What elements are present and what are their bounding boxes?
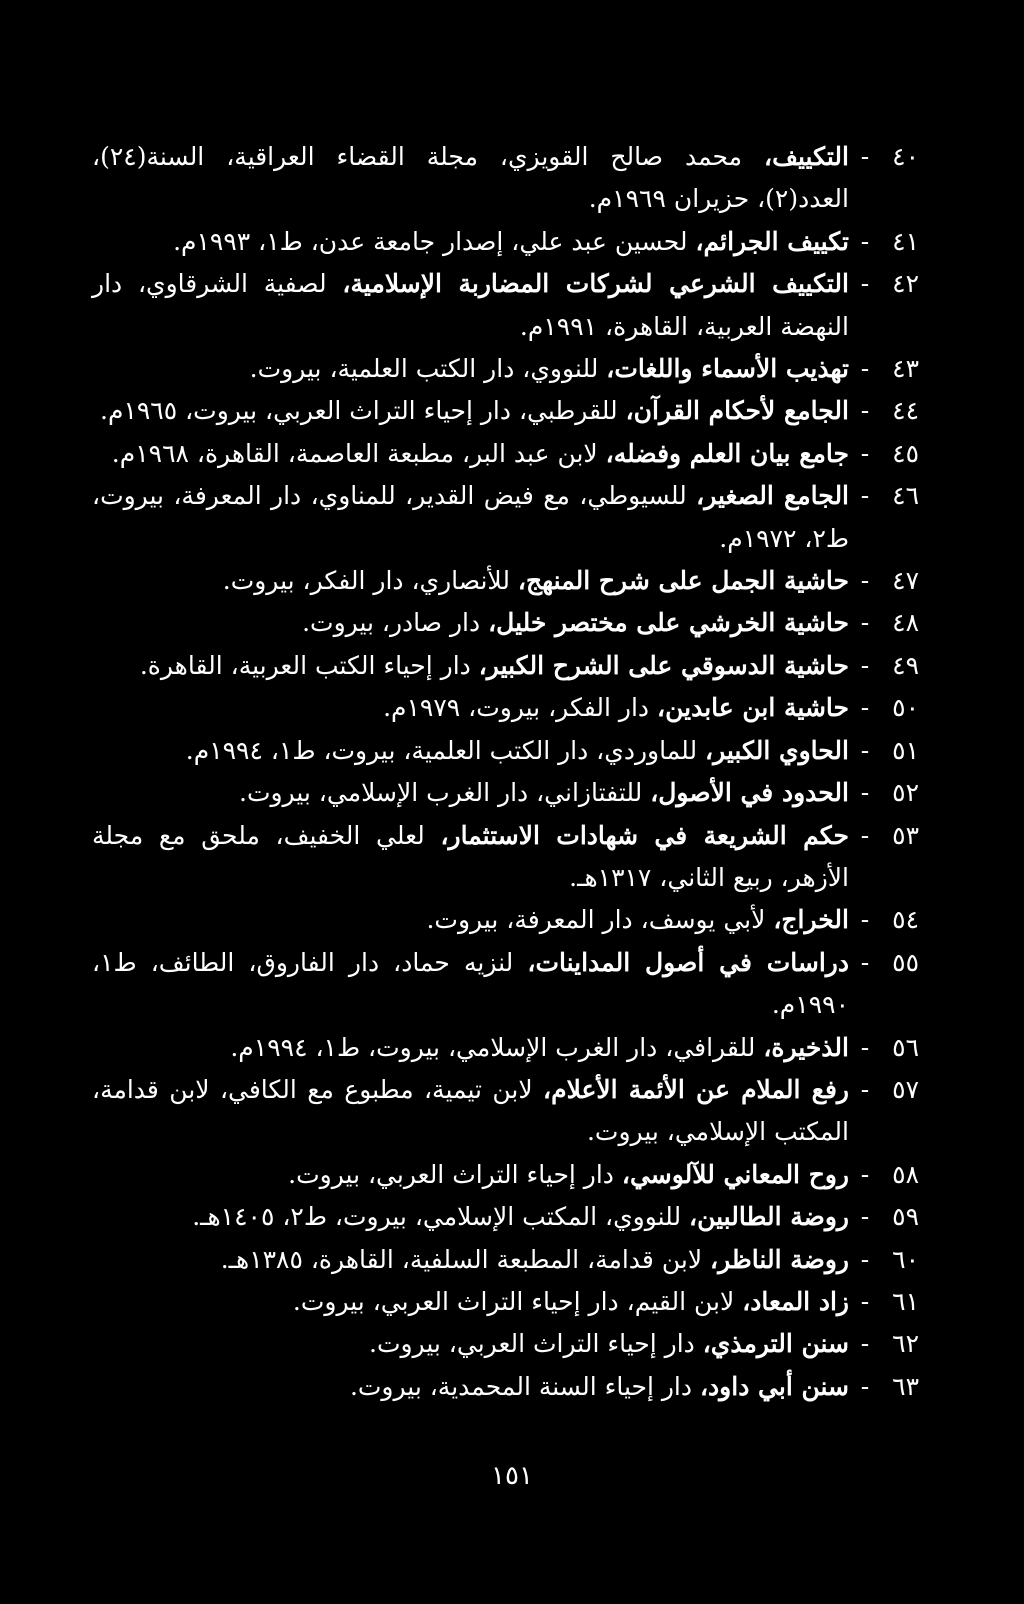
entry-dash: - (860, 438, 870, 468)
entry-number: ٥٤ (892, 905, 919, 935)
entry-details: للقرافي، دار الغرب الإسلامي، بيروت، ط١، ١٩٩٤م. (230, 1032, 764, 1062)
entry-details: محمد صالح القويزي، مجلة القضاء العراقية، السنة(٢٤)، العدد(٢)، حزيران ١٩٦٩م. (92, 142, 849, 214)
entry-title: التكييف الشرعي لشركات المضاربة الإسلامية، (342, 269, 849, 299)
bibliography-entry (92, 899, 919, 941)
entry-number: ٤٨ (892, 608, 919, 638)
entry-dash: - (860, 1074, 870, 1104)
entry-text (92, 602, 849, 644)
entry-number: ٤٣ (892, 354, 919, 384)
bibliography-entry (92, 942, 919, 1027)
entry-details: لابن تيمية، مطبوع مع الكافي، لابن قدامة، المكتب الإسلامي، بيروت. (92, 1074, 849, 1147)
bibliography-entry (92, 1154, 919, 1196)
entry-text (92, 1239, 849, 1281)
entry-number: ٥٧ (892, 1074, 919, 1104)
bibliography-entry (92, 645, 919, 687)
bibliography-entry (92, 1069, 919, 1154)
entry-details: دار الفكر، بيروت، ١٩٧٩م. (383, 693, 658, 723)
bibliography-entry (92, 475, 919, 560)
entry-dash: - (860, 1371, 870, 1401)
entry-details: للنووي، دار الكتب العلمية، بيروت. (249, 354, 607, 384)
entry-number: ٥١ (892, 735, 919, 765)
bibliography-entry (92, 1239, 919, 1281)
entry-title: حاشية الخرشي على مختصر خليل، (488, 608, 849, 638)
entry-text (92, 1323, 849, 1365)
entry-dash: - (860, 142, 870, 171)
entry-title: الحدود في الأصول، (650, 778, 849, 808)
entry-dash: - (860, 735, 870, 765)
entry-text (92, 1027, 849, 1069)
entry-number: ٥٦ (892, 1032, 919, 1062)
entry-dash: - (860, 1286, 870, 1316)
entry-title: حكم الشريعة في شهادات الاستثمار، (440, 820, 849, 850)
entry-details: دار إحياء السنة المحمدية، بيروت. (349, 1371, 700, 1401)
entry-dash: - (860, 1202, 870, 1232)
entry-text (92, 221, 849, 263)
entry-number: ٥٥ (892, 947, 919, 977)
entry-title: حاشية الدسوقي على الشرح الكبير، (478, 650, 849, 680)
entry-number: ٤١ (892, 226, 919, 256)
entry-title: دراسات في أصول المداينات، (527, 947, 849, 977)
bibliography-entry (92, 390, 919, 432)
entry-number: ٦١ (892, 1286, 919, 1316)
bibliography-entry (92, 687, 919, 729)
entry-text (92, 772, 849, 814)
entry-text (92, 263, 849, 348)
entry-dash: - (860, 1244, 870, 1274)
entry-dash: - (860, 905, 870, 935)
entry-title: الحاوي الكبير، (705, 735, 849, 765)
entry-details: دار صادر، بيروت. (302, 608, 489, 638)
entry-text (92, 942, 849, 1027)
bibliography-entry (92, 1196, 919, 1238)
bibliography-entry (92, 136, 919, 221)
entry-number: ٤٩ (892, 650, 919, 680)
entry-title: روح المعاني للآلوسي، (621, 1159, 849, 1189)
bibliography-list (92, 136, 919, 1408)
entry-number: ٦٣ (892, 1371, 919, 1401)
entry-text (92, 136, 849, 221)
entry-details: للأنصاري، دار الفكر، بيروت. (222, 566, 518, 596)
entry-details: لأبي يوسف، دار المعرفة، بيروت. (426, 905, 774, 935)
entry-title: روضة الناظر، (710, 1244, 849, 1274)
entry-title: التكييف، (764, 142, 849, 171)
entry-text (92, 815, 849, 900)
entry-dash: - (860, 947, 870, 977)
entry-text (92, 390, 849, 432)
bibliography-entry (92, 263, 919, 348)
entry-dash: - (860, 1032, 870, 1062)
entry-details: دار إحياء الكتب العربية، القاهرة. (139, 650, 479, 680)
entry-text (92, 433, 849, 475)
entry-dash: - (860, 650, 870, 680)
entry-text (92, 899, 849, 941)
bibliography-entry (92, 1281, 919, 1323)
entry-title: حاشية الجمل على شرح المنهج، (517, 566, 849, 596)
entry-title: الجامع لأحكام القرآن، (625, 396, 849, 426)
bibliography-entry (92, 815, 919, 900)
entry-number: ٤٠ (892, 142, 919, 171)
entry-dash: - (860, 1159, 870, 1189)
entry-number: ٤٢ (892, 269, 919, 299)
bibliography-entry (92, 433, 919, 475)
entry-text (92, 475, 849, 560)
bibliography-entry (92, 730, 919, 772)
entry-dash: - (860, 354, 870, 384)
bibliography-entry (92, 348, 919, 390)
entry-details: دار إحياء التراث العربي، بيروت. (288, 1159, 622, 1189)
entry-details: لابن القيم، دار إحياء التراث العربي، بيروت. (292, 1286, 743, 1316)
entry-number: ٥٩ (892, 1202, 919, 1232)
entry-details: لابن عبد البر، مطبعة العاصمة، القاهرة، ١٩٦٨م. (111, 438, 606, 468)
entry-number: ٥٣ (892, 820, 919, 850)
entry-details: للنووي، المكتب الإسلامي، بيروت، ط٢، ١٤٠٥هـ. (192, 1202, 690, 1232)
entry-details: لعلي الخفيف، ملحق مع مجلة الأزهر، ربيع الثاني، ١٣١٧هـ. (92, 820, 849, 892)
entry-number: ٤٦ (892, 481, 919, 511)
entry-details: للماوردي، دار الكتب العلمية، بيروت، ط١، ١٩٩٤م. (185, 735, 706, 765)
bibliography-entry (92, 560, 919, 602)
entry-number: ٥٠ (892, 693, 919, 723)
entry-dash: - (860, 481, 870, 511)
entry-text (92, 1366, 849, 1408)
entry-details: لحسين عبد علي، إصدار جامعة عدن، ط١، ١٩٩٣م. (173, 226, 696, 256)
page-number: ١٥١ (491, 1461, 533, 1491)
entry-dash: - (860, 566, 870, 596)
entry-number: ٤٧ (892, 566, 919, 596)
bibliography-entry (92, 221, 919, 263)
entry-title: روضة الطالبين، (689, 1202, 849, 1232)
entry-text (92, 1154, 849, 1196)
entry-title: الجامع الصغير، (696, 481, 850, 511)
entry-title: رفع الملام عن الأئمة الأعلام، (543, 1074, 849, 1104)
entry-title: جامع بيان العلم وفضله، (605, 438, 849, 468)
entry-details: للقرطبي، دار إحياء التراث العربي، بيروت، ١٩٦٥م. (100, 396, 626, 426)
entry-title: حاشية ابن عابدين، (657, 693, 849, 723)
entry-dash: - (860, 1329, 870, 1359)
entry-title: تكييف الجرائم، (695, 226, 849, 256)
entry-text (92, 730, 849, 772)
bibliography-entry (92, 1027, 919, 1069)
entry-title: الذخيرة، (763, 1032, 849, 1062)
entry-number: ٦٢ (892, 1329, 919, 1359)
entry-number: ٦٠ (892, 1244, 919, 1274)
entry-dash: - (860, 226, 870, 256)
entry-text (92, 1069, 849, 1154)
entry-dash: - (860, 608, 870, 638)
entry-title: سنن الترمذي، (702, 1329, 849, 1359)
entry-number: ٥٢ (892, 778, 919, 808)
entry-dash: - (860, 820, 870, 850)
bibliography-entry (92, 772, 919, 814)
bibliography-entry (92, 1366, 919, 1408)
bibliography-entry (92, 602, 919, 644)
entry-details: لنزيه حماد، دار الفاروق، الطائف، ط١، ١٩٩٠م. (92, 947, 849, 1020)
entry-text (92, 1196, 849, 1238)
entry-details: لابن قدامة، المطبعة السلفية، القاهرة، ١٣٨٥هـ. (220, 1244, 711, 1274)
entry-details: للتفتازاني، دار الغرب الإسلامي، بيروت. (239, 778, 651, 808)
entry-details: لصفية الشرقاوي، دار النهضة العربية، القاهرة، ١٩٩١م. (92, 269, 849, 341)
entry-dash: - (860, 693, 870, 723)
entry-dash: - (860, 778, 870, 808)
entry-title: تهذيب الأسماء واللغات، (606, 354, 849, 384)
entry-text (92, 687, 849, 729)
entry-number: ٤٤ (892, 396, 919, 426)
entry-text (92, 348, 849, 390)
entry-text (92, 1281, 849, 1323)
entry-number: ٤٥ (892, 438, 919, 468)
entry-text (92, 645, 849, 687)
entry-details: دار إحياء التراث العربي، بيروت. (369, 1329, 703, 1359)
entry-dash: - (860, 396, 870, 426)
entry-details: للسيوطي، مع فيض القدير، للمناوي، دار المعرفة، بيروت، ط٢، ١٩٧٢م. (92, 481, 849, 553)
entry-title: سنن أبي داود، (699, 1371, 849, 1401)
entry-dash: - (860, 269, 870, 299)
entry-text (92, 560, 849, 602)
entry-title: الخراج، (773, 905, 849, 935)
entry-number: ٥٨ (892, 1159, 919, 1189)
bibliography-entry (92, 1323, 919, 1365)
entry-title: زاد المعاد، (742, 1286, 849, 1316)
